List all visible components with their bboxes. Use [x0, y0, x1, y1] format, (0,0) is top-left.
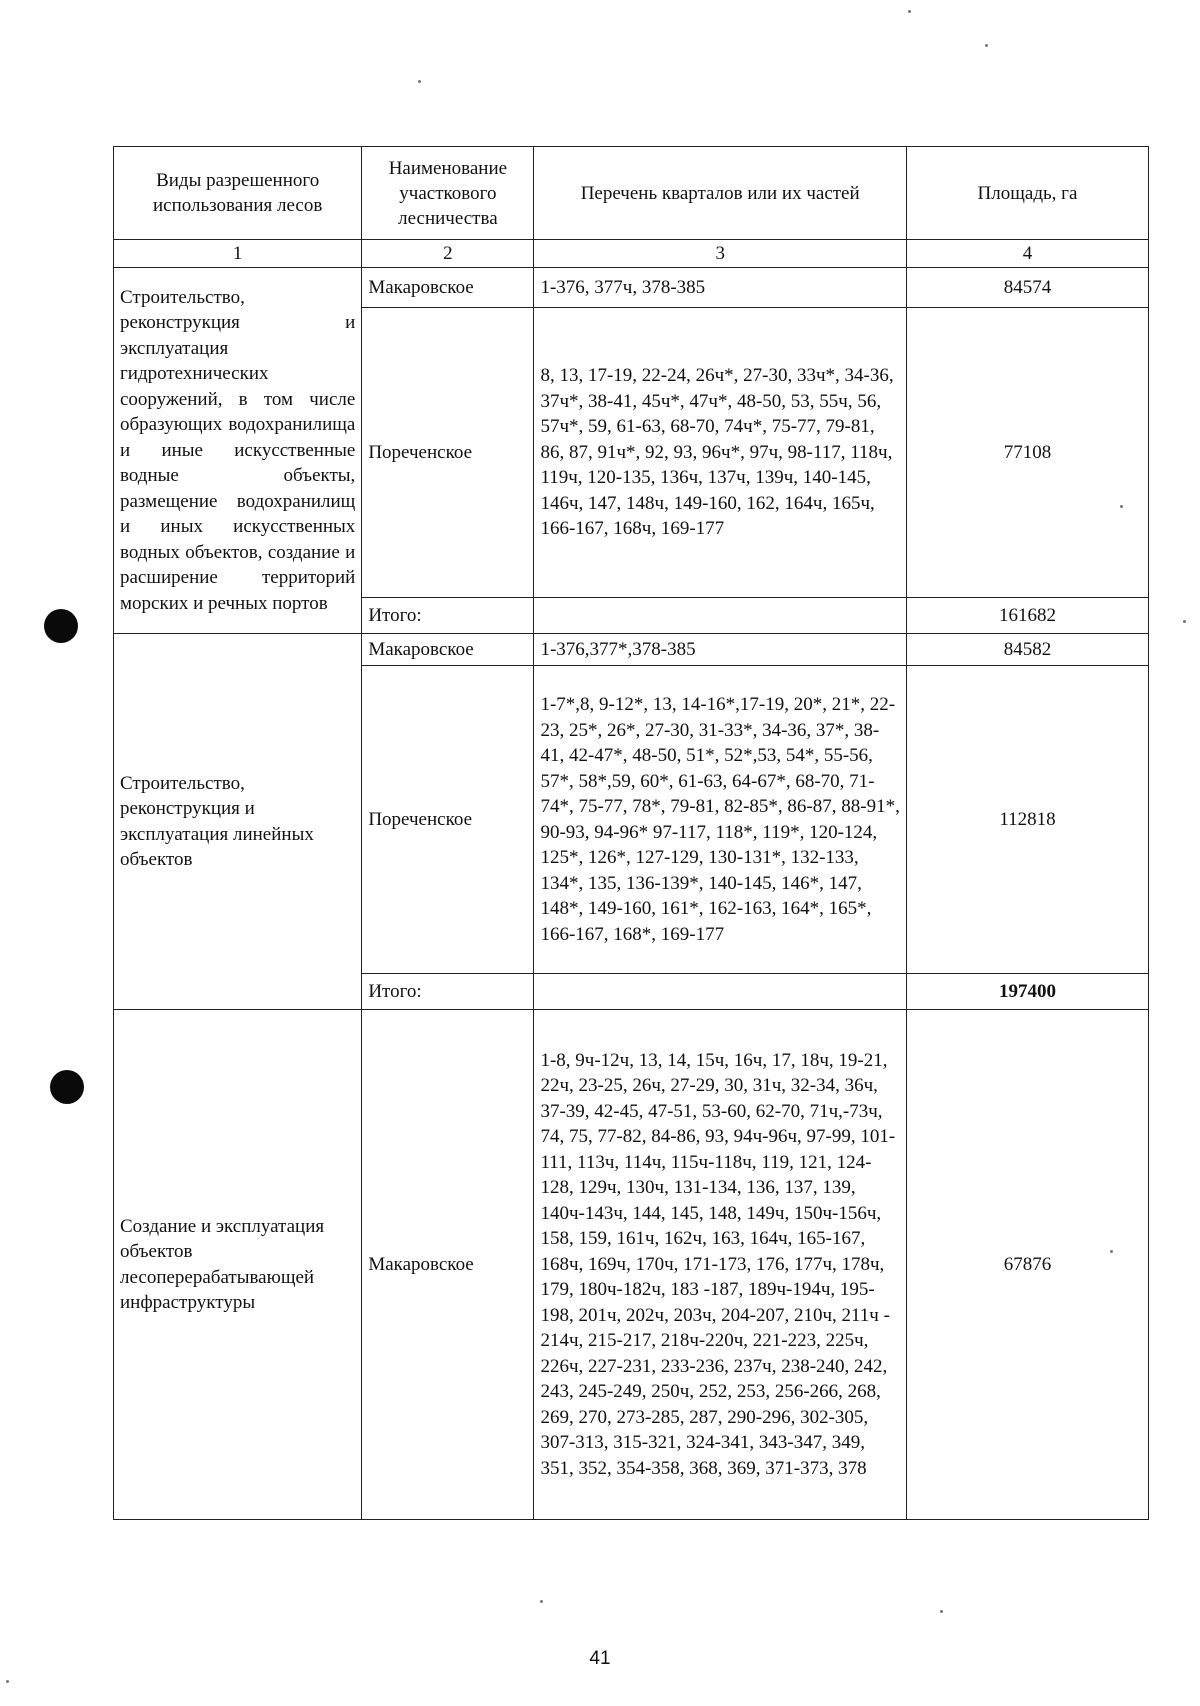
forestry-cell: Макаровское: [362, 268, 534, 308]
quarters-cell: 1-376, 377ч, 378-385: [534, 268, 906, 308]
quarters-cell: 1-8, 9ч-12ч, 13, 14, 15ч, 16ч, 17, 18ч, 19-21, 22ч, 23-25, 26ч, 27-29, 30, 31ч, 32-34, 36ч, 37-39, 42-45, 47-51, 53-60, 62-70, 71ч,-73ч, 74, 75, 77-82, 84-86, 93, 94ч-96ч, 97-99, 101-111, 113ч, 114ч, 115ч-118ч, 119, 121, 124-128, 129ч, 130ч, 131-134, 136, 137, 139, 140ч-143ч, 144, 145, 148, 149ч, 150ч-156ч, 158, 159, 161ч, 162ч, 163, 164ч, 165-167, 168ч, 169ч, 170ч, 171-173, 176, 177ч, 178ч, 179, 180ч-182ч, 183 -187, 189ч-194ч, 195-198, 201ч, 202ч, 203ч, 204-207, 210ч, 211ч - 214ч, 215-217, 218ч-220ч, 221-223, 225ч, 226ч, 227-231, 233-236, 237ч, 238-240, 242, 243, 245-249, 250ч, 252, 253, 256-266, 268, 269, 270, 273-285, 287, 290-296, 302-305, 307-313, 315-321, 324-341, 343-347, 349, 351, 352, 354-358, 368, 369, 371-373, 378: [534, 1010, 906, 1520]
total-area: 197400: [906, 974, 1148, 1010]
header-quarters: Перечень кварталов или их частей: [534, 147, 906, 240]
scan-speck: [418, 80, 421, 83]
column-number: 3: [534, 240, 906, 268]
scan-speck: [985, 44, 988, 47]
scan-speck: [908, 10, 911, 13]
column-number: 4: [906, 240, 1148, 268]
quarters-cell: 1-376,377*,378-385: [534, 634, 906, 666]
forestry-cell: Макаровское: [362, 1010, 534, 1520]
column-number: 1: [114, 240, 362, 268]
table-row: [114, 634, 1149, 666]
header-row: [114, 147, 1149, 240]
area-cell: 84574: [906, 268, 1148, 308]
column-number-row: [114, 240, 1149, 268]
punch-hole: [50, 1070, 84, 1104]
empty-cell: [534, 974, 906, 1010]
area-cell: 84582: [906, 634, 1148, 666]
header-area: Площадь, га: [906, 147, 1148, 240]
total-area: 161682: [906, 598, 1148, 634]
table-row: [114, 1010, 1149, 1520]
scan-speck: [1183, 620, 1186, 623]
table-row: [114, 268, 1149, 308]
page-number: 41: [589, 1648, 611, 1669]
forestry-cell: Пореченское: [362, 308, 534, 598]
header-use: Виды разрешенного использования лесов: [114, 147, 362, 240]
empty-cell: [534, 598, 906, 634]
header-forestry: Наименование участкового лесничества: [362, 147, 534, 240]
scan-speck: [6, 1680, 9, 1683]
punch-hole: [44, 609, 78, 643]
quarters-cell: 8, 13, 17-19, 22-24, 26ч*, 27-30, 33ч*, 34-36, 37ч*, 38-41, 45ч*, 47ч*, 48-50, 53, 55ч, 56, 57ч*, 59, 61-63, 68-70, 74ч*, 75-77, 79-81, 86, 87, 91ч*, 92, 93, 96ч*, 97ч, 98-117, 118ч, 119ч, 120-135, 136ч, 137ч, 139ч, 140-145, 146ч, 147, 148ч, 149-160, 162, 164ч, 165ч, 166-167, 168ч, 169-177: [534, 308, 906, 598]
use-type-cell: Строительство, реконструкция и эксплуатация гидротехнических сооружений, в том числе образующих водохранилища и иные искусственные водные объекты, размещение водохранилищ и иных искусственных водных объектов, создание и расширение территорий морских и речных портов: [114, 268, 362, 634]
forestry-cell: Макаровское: [362, 634, 534, 666]
area-cell: 112818: [906, 666, 1148, 974]
forest-use-table: [113, 146, 1149, 1520]
scan-speck: [940, 1610, 943, 1613]
scan-speck: [540, 1600, 543, 1603]
use-type-cell: Создание и эксплуатация объектов лесоперерабатывающей инфраструктуры: [114, 1010, 362, 1520]
total-label: Итого:: [362, 598, 534, 634]
total-label: Итого:: [362, 974, 534, 1010]
column-number: 2: [362, 240, 534, 268]
forestry-cell: Пореченское: [362, 666, 534, 974]
use-type-cell: Строительство, реконструкция и эксплуатация линейных объектов: [114, 634, 362, 1010]
area-cell: 67876: [906, 1010, 1148, 1520]
area-cell: 77108: [906, 308, 1148, 598]
quarters-cell: 1-7*,8, 9-12*, 13, 14-16*,17-19, 20*, 21*, 22-23, 25*, 26*, 27-30, 31-33*, 34-36, 37*, 38-41, 42-47*, 48-50, 51*, 52*,53, 54*, 55-56, 57*, 58*,59, 60*, 61-63, 64-67*, 68-70, 71-74*, 75-77, 78*, 79-81, 82-85*, 86-87, 88-91*, 90-93, 94-96* 97-117, 118*, 119*, 120-124, 125*, 126*, 127-129, 130-131*, 132-133, 134*, 135, 136-139*, 140-145, 146*, 147, 148*, 149-160, 161*, 162-163, 164*, 165*, 166-167, 168*, 169-177: [534, 666, 906, 974]
